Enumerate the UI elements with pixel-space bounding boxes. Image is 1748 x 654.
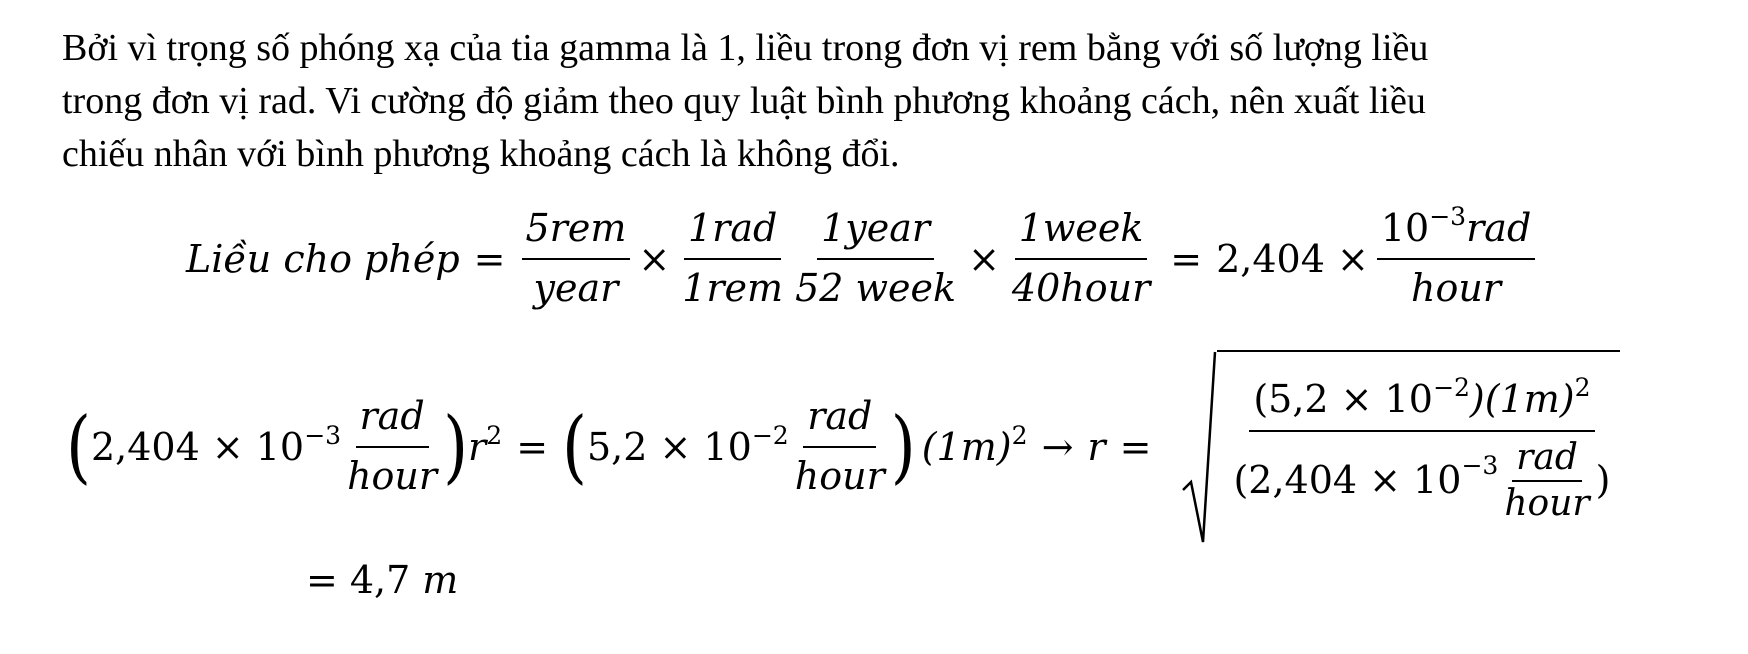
eq1-lhs: Liều cho phép	[186, 236, 460, 281]
square-root	[1181, 350, 1620, 544]
paragraph-line-3: chiếu nhân với bình phương khoảng cách là không đổi.	[62, 133, 900, 175]
eq3-equals: =	[306, 558, 338, 602]
eq1-f4-denominator: 40hour	[1011, 265, 1151, 310]
paragraph-line-1: Bởi vì trọng số phóng xạ của tia gamma là 1, liều trong đơn vị rem bằng với số lượng liều	[62, 27, 1429, 69]
eq3-unit: m	[422, 558, 459, 602]
sqrt-numerator: $(5,2 \times 10^{-2})(1m)^2$	[1249, 379, 1594, 433]
sqrt-denominator: (2,404 × 10 −3 $\frac{\text{rad}}{\text{hour}}$ )	[1233, 437, 1611, 524]
eq1-f2-numerator: 1rad	[684, 208, 781, 260]
eq2-r: r	[1087, 425, 1106, 469]
sqrt-inner-fraction: $\frac{\text{rad}}{\text{hour}}$	[1504, 437, 1590, 524]
eq2-c-term: $(1m)^2$	[921, 421, 1028, 469]
eq2-rparen-2: )	[890, 400, 916, 494]
eq1-fraction-5	[1377, 202, 1535, 310]
sqrt-fraction	[1229, 372, 1614, 524]
paragraph-line-2: trong đơn vị rad. Vi cường độ giảm theo quy luật bình phương khoảng cách, nên xuất liều	[62, 80, 1426, 122]
eq1-times-2: ×	[968, 236, 1000, 281]
eq2-r-squared: $r^2$	[468, 421, 503, 469]
intro-paragraph	[62, 22, 1702, 181]
eq1-fraction-3	[791, 208, 960, 310]
eq1-equals-2: =	[1170, 236, 1203, 281]
eq2-rparen-1: )	[443, 400, 469, 494]
equation-allowed-dose	[186, 202, 1537, 310]
eq1-equals: =	[473, 236, 506, 281]
eq2-arrow: →	[1041, 425, 1074, 469]
eq1-fraction-1	[522, 208, 631, 310]
eq2-a-fraction: $\frac{\text{rad}}{\text{hour}}$	[347, 394, 438, 498]
eq1-f2-denominator: 1rem	[682, 265, 784, 310]
eq2-equals-2: =	[1119, 425, 1152, 469]
eq1-f1-numerator: 5rem	[522, 208, 631, 260]
equation-distance	[66, 350, 1620, 544]
radical-sign-icon	[1181, 350, 1217, 544]
eq1-f5-numerator: $10^{-3}rad$	[1377, 208, 1535, 260]
eq3-value: 4,7	[349, 558, 411, 602]
eq2-lparen-2: (	[562, 400, 587, 494]
eq1-f5-denominator: hour	[1411, 265, 1502, 310]
eq1-fraction-4	[1008, 208, 1154, 310]
radicand	[1217, 350, 1620, 544]
eq1-f3-numerator: 1year	[817, 208, 934, 260]
eq1-fraction-2	[678, 208, 787, 310]
eq1-f4-numerator: 1week	[1015, 208, 1148, 260]
equation-result	[306, 558, 458, 602]
eq1-times-1: ×	[638, 236, 671, 281]
eq2-equals: =	[516, 425, 549, 469]
eq1-f1-denominator: year	[533, 265, 619, 310]
eq2-a-coefficient: $2,404 \times 10^{-3}$	[90, 421, 342, 469]
eq2-b-coefficient: $5,2 \times 10^{-2}$	[587, 421, 789, 469]
eq2-lparen-1: (	[66, 400, 91, 494]
eq1-coefficient: 2,404 ×	[1216, 236, 1369, 281]
eq1-f3-denominator: 52 week	[795, 265, 957, 310]
eq2-b-fraction: $\frac{\text{rad}}{\text{hour}}$	[794, 394, 885, 498]
